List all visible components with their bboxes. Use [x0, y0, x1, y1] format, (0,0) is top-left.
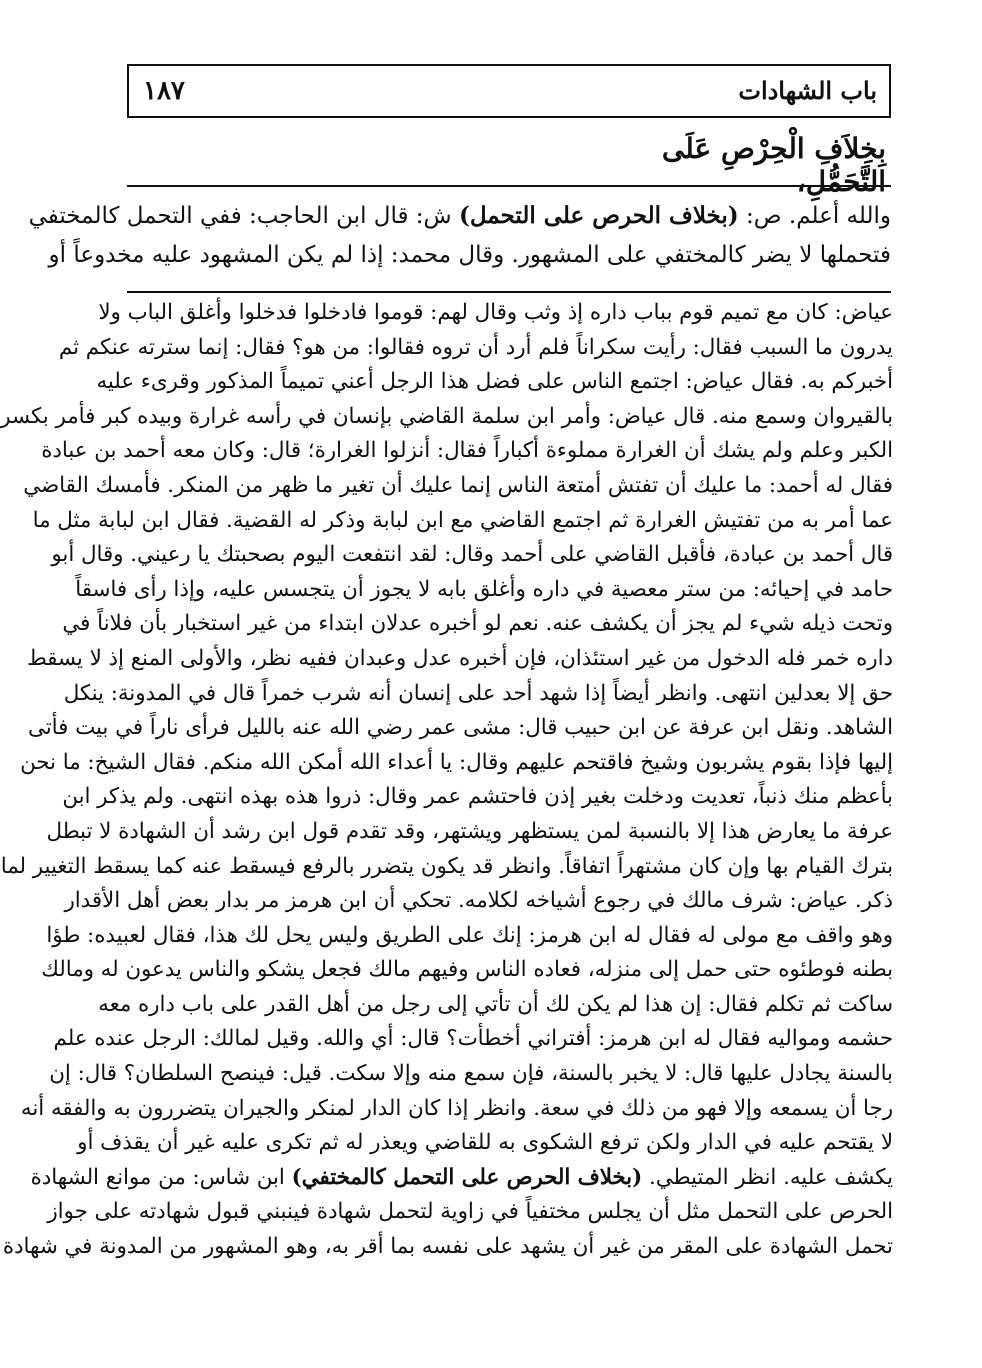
text-run: والله أعلم. ص: — [738, 203, 891, 229]
text-run: رجا أن يسمعه وإلا فهو من ذلك في سعة. وانظر إذا كان الدار لمنكر والجيران يتضررون به والفقه أنه — [20, 1095, 893, 1121]
text-run: تحمل الشهادة على المقر من غير أن يشهد على نفسه بما أقر به، وهو المشهور من المدونة في شهادة — [2, 1234, 893, 1260]
text-run: ذكر. عياض: شرف مالك في رجوع أشياخه لكلامه. تحكي أن ابن هرمز مر بدار بعض أهل الأقدار — [64, 888, 893, 914]
text-run: حق إلا بعدلين انتهى. وانظر أيضاً إذا شهد أحد على إنسان أنه شرب خمراً قال في المدونة: ينكل — [63, 680, 893, 706]
body-line — [27, 711, 893, 746]
body-line — [47, 1195, 893, 1230]
body-line — [62, 607, 893, 642]
commentary-body — [0, 296, 893, 1265]
sharh-line — [28, 196, 891, 236]
text-run: الحرص على التحمل مثل أن يجلس مختفياً في زاوية لتحمل شهادة فينبني قبول شهادته على جواز — [47, 1199, 893, 1225]
text-run: بترك القيام بها وإن كان مشتهراً اتفاقاً. وانظر قد يكون يتضرر بالرفع فيسقط عنه كما يسقط التغيير لما — [0, 853, 893, 879]
text-run: ابن شاس: من موانع الشهادة — [30, 1164, 292, 1190]
body-line — [96, 365, 893, 400]
body-line — [51, 538, 893, 573]
text-run: وتحت ذيله شيء لم يجز أن يكشف عنه. نعم لو أخبره عدلان ابتداء من غير استخبار بأن فلاناً في — [62, 611, 893, 637]
body-line — [62, 780, 893, 815]
text-run: بطنه فوطئوه حتى حمل إلى منزله، فعاده الناس وفيهم مالك فجعل يشكو والناس يدعون له ومالك — [41, 957, 893, 983]
body-line — [64, 884, 893, 919]
body-line — [26, 642, 893, 677]
body-line — [20, 746, 893, 781]
chapter-title: باب الشهادات — [738, 76, 877, 105]
body-line — [77, 1126, 893, 1161]
text-run: وهو واقف مع مولى له فقال له ابن هرمز: إنك على الطريق وليس يحل لك هذا، فقال لعبيده: طؤا — [46, 922, 893, 948]
text-run: فتحملها لا يضر كالمختفي على المشهور. وقال محمد: إذا لم يكن المشهود عليه مخدوعاً أو — [48, 242, 891, 268]
text-run: يدرون ما السبب فقال: رأيت سكراناً فلم أرد أن تروه فقالوا: من هو؟ فقال: إنما سترته عنكم ثم — [58, 334, 893, 360]
text-run: ش: قال ابن الحاجب: ففي التحمل كالمختفي — [28, 203, 459, 229]
text-run: بالسنة يجادل عليها قال: لا يخبر بالسنة، فإن سمع منه وإلا سكت. قيل: فينصح السلطان؟ قال: إن — [49, 1061, 893, 1087]
text-run: بأعظم منك ذنباً، تعديت ودخلت بغير إذن فاحتشم عمر وقال: ذروا هذه بهذه انتهى. ولم يذكر ابن — [62, 784, 893, 810]
sharh-line — [48, 236, 891, 275]
text-run: إليها فإذا بقوم يشربون وشيخ فاقتحم عليهم وقال: يا أعداء الله أمكن الله منكم. فقال الشيخ: ما نحن — [20, 749, 893, 775]
divider-middle — [127, 291, 891, 293]
body-line — [0, 400, 893, 435]
bold-quote: (بخلاف الحرص على التحمل) — [458, 202, 739, 229]
body-line — [32, 504, 893, 539]
body-line — [23, 469, 893, 504]
text-run: عما أمر به من تفتيش الغرارة ثم اجتمع القاضي مع ابن لبابة وذكر له القضية. فقال ابن لبابة مثل ما — [32, 507, 893, 533]
text-run: الشاهد. ونقل ابن عرفة عن ابن حبيب قال: مشى عمر رضي الله عنه بالليل فرأى ناراً في بيت فأتى — [27, 715, 893, 741]
body-line — [46, 919, 893, 954]
body-line — [63, 677, 893, 712]
text-run: لا يقتحم عليه في الدار ولكن ترفع الشكوى به للقاضي ويعذر له ثم تكرى عليه غير أن يقذف أو — [77, 1130, 893, 1156]
text-run: عرفة ما يعارض هذا إلا بالنسبة لمن يستظهر ويشتهر، وقد تقدم قول ابن رشد أن الشهادة لا تبطل — [46, 818, 893, 844]
sharh-section — [28, 196, 891, 275]
page-number: ١٨٧ — [143, 76, 185, 106]
body-line — [41, 953, 893, 988]
divider-top — [127, 185, 891, 187]
body-line — [30, 1161, 893, 1196]
body-line — [58, 331, 893, 366]
body-line — [2, 1230, 893, 1265]
body-line — [75, 573, 893, 608]
bold-quote: (بخلاف الحرص على التحمل كالمختفي) — [291, 1164, 643, 1190]
body-line — [41, 434, 893, 469]
running-header — [127, 64, 891, 118]
body-line — [98, 296, 893, 331]
matn-text: بِخِلاَفِ الْحِرْصِ عَلَى التَّحَمُّلِ، — [661, 132, 886, 198]
body-line — [53, 1022, 893, 1057]
body-line — [0, 850, 893, 885]
text-run: يكشف عليه. انظر المتيطي. — [642, 1164, 893, 1190]
text-run: فقال له أحمد: ما عليك أن تفتش أمتعة الناس إنما عليك أن تغير ما ظهر من المنكر. فأمسك القاضي — [23, 472, 893, 498]
text-run: بالقيروان وسمع منه. قال عياض: وأمر ابن سلمة القاضي بإنسان في رأسه غرارة وبيده كبر فأمر بكسر — [0, 403, 893, 429]
text-run: ساكت ثم تكلم فقال: إن هذا لم يكن لك أن تأتي إلى رجل من أهل القدر على باب داره معه — [98, 991, 893, 1017]
text-run: الكبر وعلم ولم يشك أن الغرارة مملوءة أكباراً فقال: أنزلوا الغرارة؛ قال: وكان معه أحمد بن عبادة — [41, 438, 893, 464]
body-line — [98, 988, 893, 1023]
body-line — [49, 1057, 893, 1092]
text-run: داره خمر فله الدخول من غير استئذان، فإن أخبره عدل وعبدان ففيه نظر، والأولى المنع إذ لا يسقط — [26, 645, 893, 671]
text-run: حامد في إحيائه: من ستر معصية في داره وأغلق بابه لا يجوز أن يتجسس عليه، وإذا رأى فاسقاً — [75, 576, 893, 602]
text-run: عياض: كان مع تميم قوم بباب داره إذ وثب وقال لهم: قوموا فادخلوا فدخلوا وأغلق الباب ولا — [98, 300, 893, 325]
text-run: أخبركم به. فقال عياض: اجتمع الناس على فضل هذا الرجل أعني تميماً المذكور وقرىء عليه — [96, 369, 893, 395]
body-line — [46, 815, 893, 850]
text-run: قال أحمد بن عبادة، فأقبل القاضي على أحمد وقال: لقد انتفعت اليوم بصحبتك يا رعيني. وقال أبو — [51, 542, 893, 568]
text-run: حشمه ومواليه فقال له ابن هرمز: أفتراني أخطأت؟ قال: أي والله. وقيل لمالك: الرجل عنده علم — [53, 1026, 893, 1052]
body-line — [20, 1092, 893, 1127]
